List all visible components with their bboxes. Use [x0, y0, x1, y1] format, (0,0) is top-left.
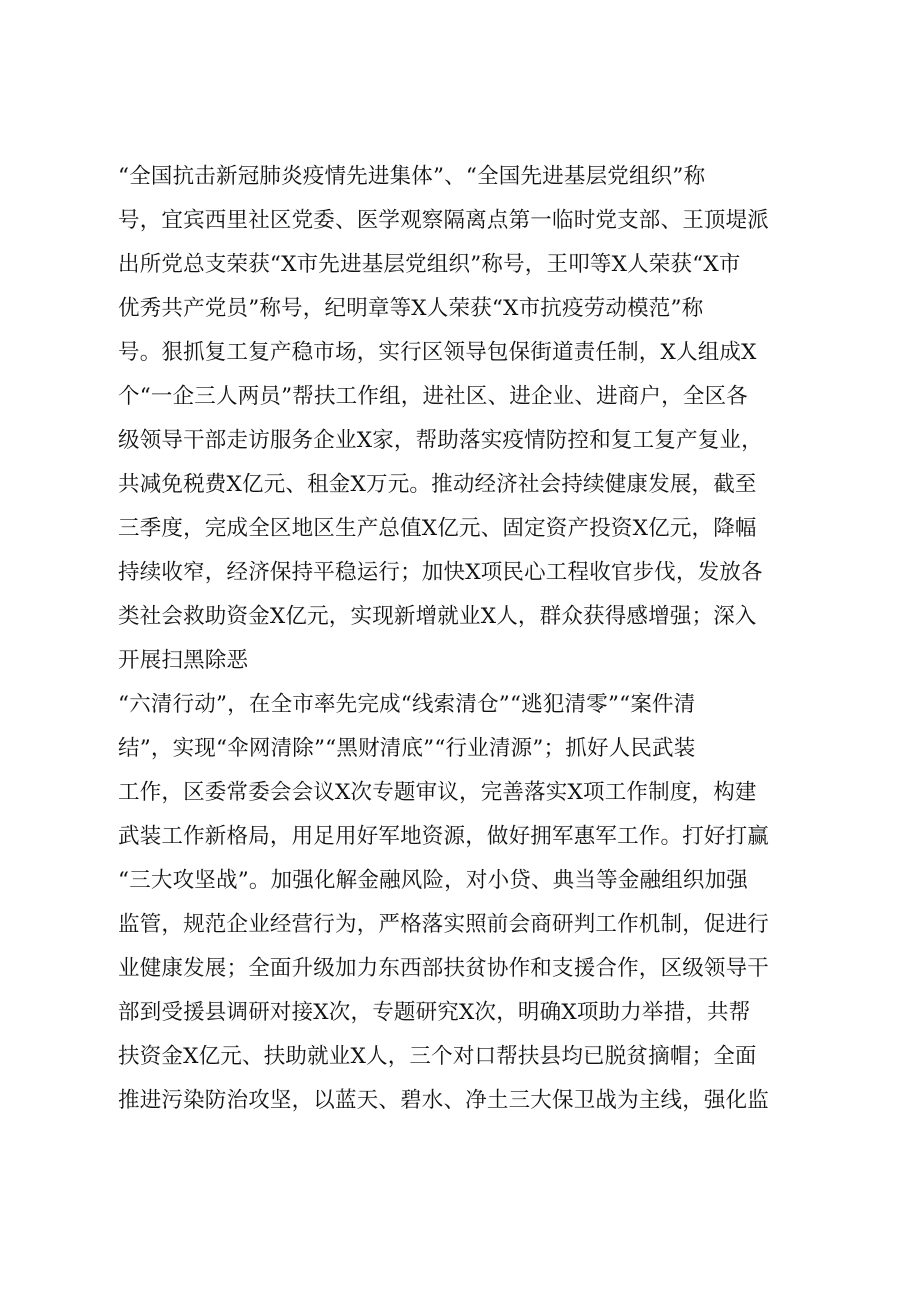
text-line: 三季度，完成全区地区生产总值X亿元、固定资产投资X亿元，降幅 — [118, 516, 757, 541]
text-line: 号。狠抓复工复产稳市场，实行区领导包保街道责任制，X人组成X — [118, 340, 757, 365]
text-line: 工作，区委常委会会议X次专题审议，完善落实X项工作制度，构建 — [118, 780, 757, 805]
text-line: 共减免税费X亿元、租金X万元。推动经济社会持续健康发展，截至 — [118, 472, 757, 497]
text-line: 扶资金X亿元、扶助就业X人，三个对口帮扶县均已脱贫摘帽；全面 — [118, 1044, 757, 1069]
text-line: 级领导干部走访服务企业X家，帮助落实疫情防控和复工复产复业， — [118, 428, 763, 453]
text-line: 业健康发展；全面升级加力东西部扶贫协作和支援合作，区级领导干 — [118, 956, 770, 981]
text-line: 部到受援县调研对接X次，专题研究X次，明确X项助力举措，共帮 — [118, 1000, 751, 1025]
text-line: 结”，实现“伞网清除”“黑财清底”“行业清源”；抓好人民武装 — [118, 736, 696, 761]
text-line: “六清行动”，在全市率先完成“线索清仓”“逃犯清零”“案件清 — [118, 692, 696, 717]
text-line: 武装工作新格局，用足用好军地资源，做好拥军惠军工作。打好打赢 — [118, 824, 770, 849]
text-line: 推进污染防治攻坚，以蓝天、碧水、净土三大保卫战为主线，强化监 — [118, 1088, 770, 1113]
text-line: 优秀共产党员”称号，纪明章等X人荣获“X市抗疫劳动模范”称 — [118, 296, 704, 321]
text-line: 号，宜宾西里社区党委、医学观察隔离点第一临时党支部、王顶堤派 — [118, 208, 770, 233]
text-line: 出所党总支荣获“X市先进基层党组织”称号，王叩等X人荣获“X市 — [118, 252, 741, 277]
paragraph-1 — [118, 155, 818, 683]
paragraph-2 — [118, 683, 818, 1123]
text-line: 持续收窄，经济保持平稳运行；加快X项民心工程收官步伐，发放各 — [118, 560, 763, 585]
text-line: 开展扫黑除恶 — [118, 648, 249, 673]
text-line: 类社会救助资金X亿元，实现新增就业X人，群众获得感增强；深入 — [118, 604, 757, 629]
text-line: 监管，规范企业经营行为，严格落实照前会商研判工作机制，促进行 — [118, 912, 770, 937]
text-line: “全国抗击新冠肺炎疫情先进集体”、“全国先进基层党组织”称 — [118, 164, 706, 189]
text-line: 个“一企三人两员”帮扶工作组，进社区、进企业、进商户，全区各 — [118, 384, 748, 409]
text-line: “三大攻坚战”。加强化解金融风险，对小贷、典当等金融组织加强 — [118, 868, 748, 893]
